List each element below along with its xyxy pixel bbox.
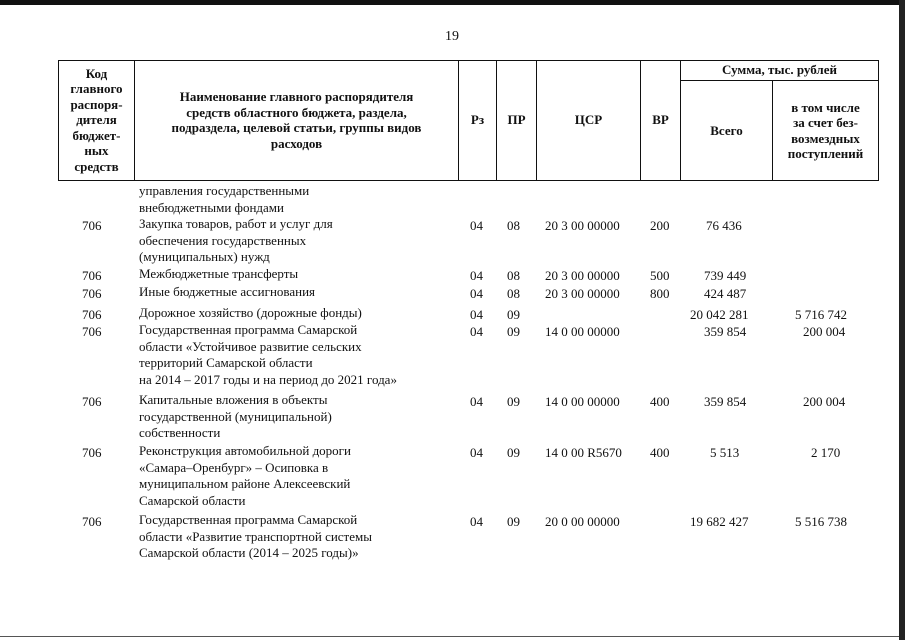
row-csr: 14 0 00 R5670 [545, 445, 622, 460]
row-name: Реконструкция автомобильной дороги «Самара–Оренбург» – Осиповка в муниципальном районе Алексеевский Самарской области [139, 443, 351, 508]
row-vr: 400 [650, 445, 670, 460]
row-gratuitous: 200 004 [803, 324, 846, 339]
header-pr: ПР [507, 112, 526, 128]
row-csr: 20 3 00 00000 [545, 286, 620, 301]
row-name: Капитальные вложения в объекты государственной (муниципальной) собственности [139, 392, 332, 440]
row-code: 706 [82, 445, 102, 460]
header-sum: Сумма, тыс. рублей [722, 62, 837, 78]
row-total: 424 487 [704, 286, 747, 301]
header-gratuitous: в том числе за счет без- возмездных поступлений [787, 99, 864, 161]
row-code: 706 [82, 394, 102, 409]
row-vr: 800 [650, 286, 670, 301]
row-total: 20 042 281 [690, 307, 749, 322]
row-name: управления государственными внебюджетными фондами [139, 183, 310, 215]
row-rz: 04 [470, 218, 483, 233]
row-total: 359 854 [704, 394, 747, 409]
row-pr: 09 [507, 324, 520, 339]
row-csr: 14 0 00 00000 [545, 324, 620, 339]
row-rz: 04 [470, 307, 483, 322]
header-name: Наименование главного распорядителя средств областного бюджета, раздела, подраздела, целевой статьи, группы видов расходов [171, 89, 422, 151]
scan-bottom-line [0, 636, 899, 637]
row-name: Иные бюджетные ассигнования [139, 284, 316, 299]
row-pr: 08 [507, 286, 520, 301]
header-vr: ВР [652, 112, 669, 128]
row-vr: 500 [650, 268, 670, 283]
row-pr: 09 [507, 445, 520, 460]
row-rz: 04 [470, 445, 483, 460]
row-name: Межбюджетные трансферты [139, 266, 299, 281]
row-code: 706 [82, 268, 102, 283]
row-name: Государственная программа Самарской области «Развитие транспортной системы Самарской области (2014 – 2025 годы)» [139, 512, 372, 560]
row-rz: 04 [470, 286, 483, 301]
row-csr: 20 0 00 00000 [545, 514, 620, 529]
row-vr: 200 [650, 218, 670, 233]
header-rz: Рз [470, 112, 485, 128]
scan-right-border [899, 0, 905, 640]
row-csr: 14 0 00 00000 [545, 394, 620, 409]
row-total: 5 513 [710, 445, 740, 460]
row-total: 739 449 [704, 268, 747, 283]
row-csr: 20 3 00 00000 [545, 218, 620, 233]
row-total: 359 854 [704, 324, 747, 339]
row-total: 76 436 [706, 218, 742, 233]
row-pr: 09 [507, 307, 520, 322]
row-pr: 08 [507, 218, 520, 233]
row-gratuitous: 200 004 [803, 394, 846, 409]
header-total: Всего [710, 122, 743, 138]
row-name: Государственная программа Самарской области «Устойчивое развитие сельских территорий Самарской области на 2014 – 2017 годы и на период до 2021 года» [139, 322, 397, 387]
scan-top-border [0, 0, 899, 5]
header-code: Код главного распоря- дителя бюджет- ных средств [70, 65, 123, 174]
page-number: 19 [445, 29, 459, 44]
row-name: Закупка товаров, работ и услуг для обеспечения государственных (муниципальных) нужд [139, 216, 333, 264]
row-rz: 04 [470, 324, 483, 339]
row-code: 706 [82, 324, 102, 339]
row-code: 706 [82, 307, 102, 322]
row-rz: 04 [470, 514, 483, 529]
row-rz: 04 [470, 394, 483, 409]
row-vr: 400 [650, 394, 670, 409]
row-code: 706 [82, 514, 102, 529]
row-code: 706 [82, 286, 102, 301]
row-gratuitous: 5 716 742 [795, 307, 847, 322]
row-pr: 08 [507, 268, 520, 283]
row-gratuitous: 2 170 [811, 445, 841, 460]
row-name: Дорожное хозяйство (дорожные фонды) [139, 305, 362, 320]
row-pr: 09 [507, 394, 520, 409]
row-csr: 20 3 00 00000 [545, 268, 620, 283]
row-gratuitous: 5 516 738 [795, 514, 847, 529]
header-csr: ЦСР [574, 112, 603, 128]
row-total: 19 682 427 [690, 514, 749, 529]
row-code: 706 [82, 218, 102, 233]
row-pr: 09 [507, 514, 520, 529]
row-rz: 04 [470, 268, 483, 283]
